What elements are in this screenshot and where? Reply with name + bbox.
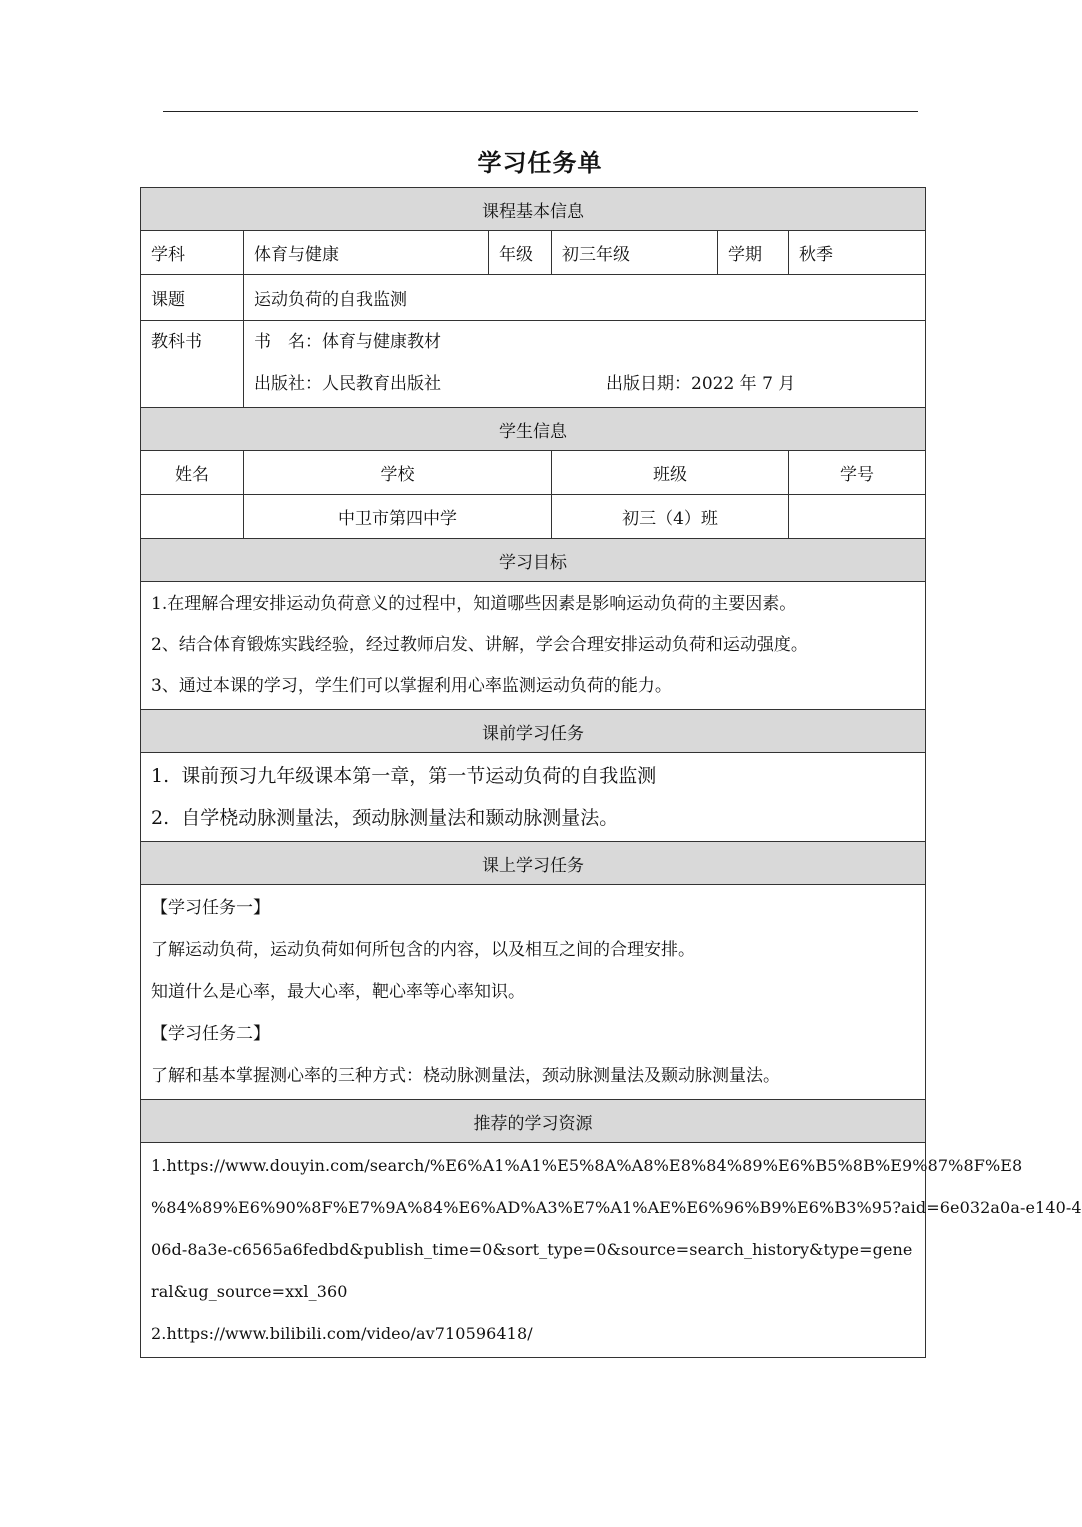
section-course-info: 课程基本信息 — [141, 188, 926, 231]
grade-label: 年级 — [489, 231, 552, 275]
subject-value: 体育与健康 — [244, 231, 489, 275]
pre-task-item: 2. 自学桡动脉测量法，颈动脉测量法和颞动脉测量法。 — [151, 807, 619, 829]
student-class-value: 初三（4）班 — [552, 495, 789, 539]
student-class-label: 班级 — [552, 451, 789, 495]
student-id-label: 学号 — [789, 451, 926, 495]
class-tasks-content — [141, 885, 926, 1100]
resource-link-line[interactable]: %84%89%E6%90%8F%E7%9A%84%E6%AD%A3%E7%A1%AE%E6%96%B9%E6%B3%95?aid=6e032a0a-e140-4 — [151, 1198, 1082, 1217]
task2-title: 【学习任务二】 — [151, 1024, 270, 1044]
objectives-content — [141, 582, 926, 710]
resource-link-line[interactable]: 2.https://www.bilibili.com/video/av710596418/ — [151, 1324, 533, 1343]
textbook-label — [141, 321, 244, 408]
student-id-value — [789, 495, 926, 539]
section-class-tasks: 课上学习任务 — [141, 842, 926, 885]
book-publisher-line — [254, 363, 915, 405]
student-name-label: 姓名 — [141, 451, 244, 495]
document-title: 学习任务单 — [477, 149, 603, 177]
task1-line: 知道什么是心率，最大心率，靶心率等心率知识。 — [151, 982, 525, 1002]
section-student-info: 学生信息 — [141, 408, 926, 451]
task1-line: 了解运动负荷，运动负荷如何所包含的内容，以及相互之间的合理安排。 — [151, 940, 695, 960]
book-pub-date: 出版日期：2022 年 7 月 — [606, 374, 796, 394]
objective-item: 3、通过本课的学习，学生们可以掌握利用心率监测运动负荷的能力。 — [151, 676, 672, 696]
section-objectives: 学习目标 — [141, 539, 926, 582]
task-sheet-table — [140, 187, 1082, 1358]
resources-content — [141, 1143, 1082, 1358]
student-school-value: 中卫市第四中学 — [244, 495, 552, 539]
book-name: 书 名：体育与健康教材 — [254, 332, 441, 352]
task2-line: 了解和基本掌握测心率的三种方式：桡动脉测量法，颈动脉测量法及颞动脉测量法。 — [151, 1066, 780, 1086]
topic-label: 课题 — [141, 275, 244, 321]
section-pre-tasks: 课前学习任务 — [141, 710, 926, 753]
textbook-info — [244, 321, 926, 408]
resource-link-line[interactable]: ral&ug_source=xxl_360 — [151, 1282, 348, 1301]
resource-link-line[interactable]: 06d-8a3e-c6565a6fedbd&publish_time=0&sort_type=0&source=search_history&type=gene — [151, 1240, 913, 1259]
subject-label: 学科 — [141, 231, 244, 275]
grade-value: 初三年级 — [552, 231, 718, 275]
objective-item: 1.在理解合理安排运动负荷意义的过程中，知道哪些因素是影响运动负荷的主要因素。 — [151, 594, 797, 614]
book-publisher: 出版社：人民教育出版社 — [254, 374, 441, 394]
objective-item: 2、结合体育锻炼实践经验，经过教师启发、讲解，学会合理安排运动负荷和运动强度。 — [151, 635, 808, 655]
header-rule — [163, 111, 918, 112]
section-resources: 推荐的学习资源 — [141, 1100, 926, 1143]
student-name-value — [141, 495, 244, 539]
textbook-label-text: 教科书 — [151, 332, 202, 352]
student-school-label: 学校 — [244, 451, 552, 495]
task1-title: 【学习任务一】 — [151, 898, 270, 918]
pre-task-item: 1. 课前预习九年级课本第一章，第一节运动负荷的自我监测 — [151, 765, 657, 787]
term-label: 学期 — [718, 231, 789, 275]
term-value: 秋季 — [789, 231, 926, 275]
resource-link-line[interactable]: 1.https://www.douyin.com/search/%E6%A1%A1%E5%8A%A8%E8%84%89%E6%B5%8B%E9%87%8F%E8 — [151, 1156, 1023, 1175]
topic-value: 运动负荷的自我监测 — [244, 275, 926, 321]
pre-tasks-content — [141, 753, 926, 842]
